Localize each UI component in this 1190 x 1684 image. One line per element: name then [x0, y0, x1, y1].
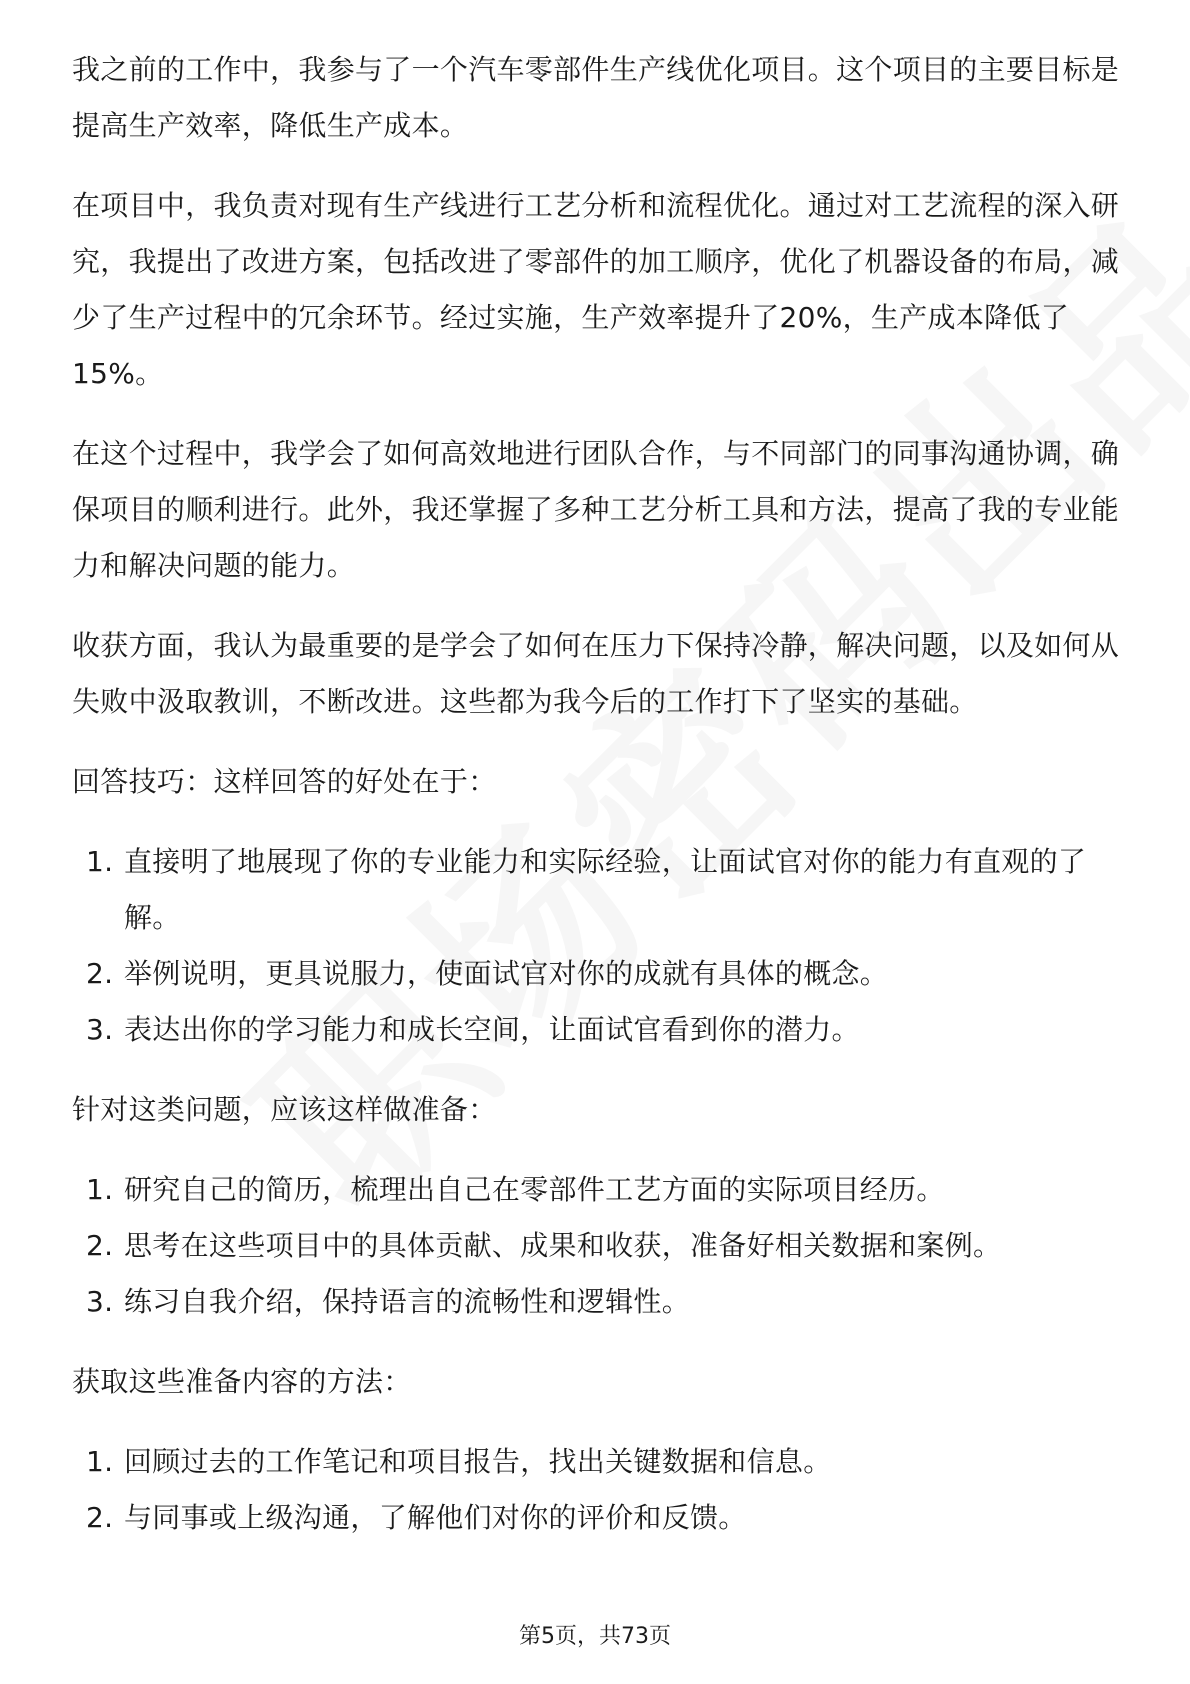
list-item	[72, 1490, 1122, 1546]
list-item	[72, 1274, 1122, 1330]
prep-list	[72, 1162, 1122, 1330]
list-number: 2.	[86, 1229, 114, 1262]
list-number: 3.	[86, 1285, 114, 1318]
tips-list	[72, 834, 1122, 1058]
list-item	[72, 1218, 1122, 1274]
paragraph-intro: 我之前的工作中，我参与了一个汽车零部件生产线优化项目。这个项目的主要目标是提高生产效率，降低生产成本。	[72, 53, 1120, 142]
list-item	[72, 1162, 1122, 1218]
prep-heading: 针对这类问题，应该这样做准备：	[72, 1093, 497, 1126]
list-item-text: 回顾过去的工作笔记和项目报告，找出关键数据和信息。	[124, 1445, 832, 1478]
document-body	[72, 42, 1122, 1570]
list-item	[72, 1434, 1122, 1490]
paragraph-gains: 收获方面，我认为最重要的是学会了如何在压力下保持冷静，解决问题，以及如何从失败中汲取教训，不断改进。这些都为我今后的工作打下了坚实的基础。	[72, 629, 1120, 718]
list-number: 2.	[86, 957, 114, 990]
list-number: 1.	[86, 1445, 114, 1478]
list-item-text: 举例说明，更具说服力，使面试官对你的成就有具体的概念。	[124, 957, 889, 990]
methods-list	[72, 1434, 1122, 1546]
list-item-text: 表达出你的学习能力和成长空间，让面试官看到你的潜力。	[124, 1013, 860, 1046]
methods-heading: 获取这些准备内容的方法：	[72, 1365, 412, 1398]
list-number: 1.	[86, 1173, 114, 1206]
list-item-text: 思考在这些项目中的具体贡献、成果和收获，准备好相关数据和案例。	[124, 1229, 1002, 1262]
list-item	[72, 946, 1122, 1002]
page-number: 第5页，共73页	[519, 1624, 671, 1649]
tips-heading: 回答技巧：这样回答的好处在于：	[72, 765, 497, 798]
list-item	[72, 1002, 1122, 1058]
list-item-text: 直接明了地展现了你的专业能力和实际经验，让面试官对你的能力有直观的了解。	[124, 845, 1087, 934]
list-number: 2.	[86, 1501, 114, 1534]
paragraph-role: 在项目中，我负责对现有生产线进行工艺分析和流程优化。通过对工艺流程的深入研究，我提出了改进方案，包括改进了零部件的加工顺序，优化了机器设备的布局，减少了生产过程中的冗余环节。经过实施，生产效率提升了20%，生产成本降低了15%。	[72, 189, 1120, 390]
paragraph-learning: 在这个过程中，我学会了如何高效地进行团队合作，与不同部门的同事沟通协调，确保项目的顺利进行。此外，我还掌握了多种工艺分析工具和方法，提高了我的专业能力和解决问题的能力。	[72, 437, 1120, 582]
list-item-text: 练习自我介绍，保持语言的流畅性和逻辑性。	[124, 1285, 691, 1318]
list-item-text: 与同事或上级沟通，了解他们对你的评价和反馈。	[124, 1501, 747, 1534]
list-number: 3.	[86, 1013, 114, 1046]
list-number: 1.	[86, 845, 114, 878]
list-item	[72, 834, 1122, 946]
list-item-text: 研究自己的简历，梳理出自己在零部件工艺方面的实际项目经历。	[124, 1173, 945, 1206]
